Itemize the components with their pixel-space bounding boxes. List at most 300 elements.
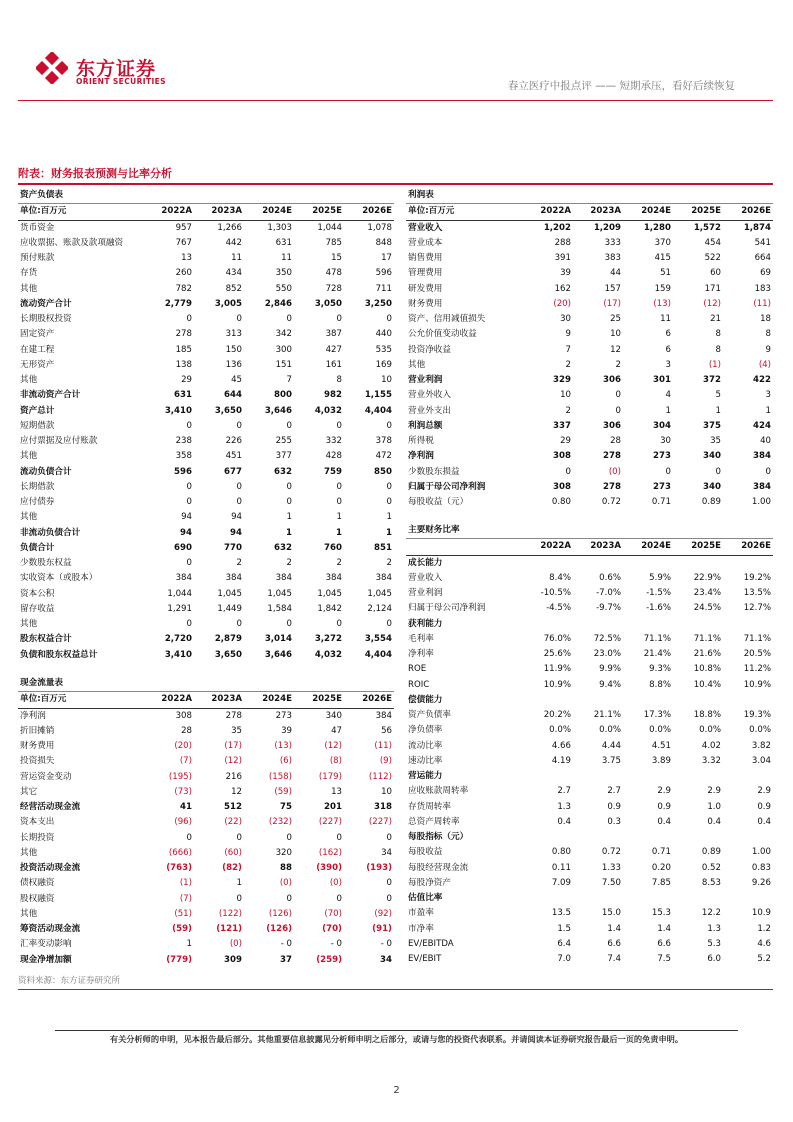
row-value: 0	[286, 619, 292, 629]
row-value: 3,272	[314, 634, 342, 645]
row-label: 流动负债合计	[20, 466, 72, 477]
row-value: 384	[225, 573, 242, 584]
row-value: 6.6	[657, 938, 671, 949]
row-value: 278	[225, 710, 242, 721]
row-value: 2.9	[757, 786, 771, 797]
row-label: 其他	[20, 847, 38, 858]
row-value: 4,404	[364, 649, 392, 660]
table-row	[18, 922, 394, 937]
table-row	[406, 495, 773, 510]
row-label: 营业外支出	[408, 405, 451, 416]
table-row	[406, 922, 773, 937]
table-row	[18, 312, 394, 327]
row-value: 3.04	[751, 755, 771, 766]
row-value: 5.3	[707, 938, 721, 949]
row-value: 852	[225, 283, 242, 294]
row-value: 25.6%	[543, 649, 571, 659]
table-row	[18, 343, 394, 358]
row-value: 10	[610, 329, 621, 340]
row-label: 每股收益	[408, 847, 443, 858]
row-label: 其他	[20, 512, 38, 523]
page-header	[0, 0, 793, 100]
table-row	[18, 861, 394, 876]
row-value: 29	[181, 375, 192, 385]
row-value: 34	[380, 954, 392, 965]
row-value: 23.0%	[593, 649, 621, 659]
row-label: 非流动负债合计	[20, 527, 81, 538]
year-header: 2024E	[244, 692, 294, 708]
year-header: 2023A	[573, 204, 623, 220]
row-value: 1.4	[657, 923, 671, 934]
row-label: 市盈率	[408, 908, 434, 919]
row-value: 76.0%	[543, 633, 571, 644]
row-value: 162	[554, 283, 571, 294]
row-value: 34	[381, 847, 392, 858]
row-value: 13	[181, 253, 192, 263]
row-value: 2,846	[264, 298, 292, 309]
row-value: 4,032	[314, 405, 342, 416]
row-value: 9.4%	[599, 679, 621, 690]
row-value: 0	[386, 497, 392, 507]
row-value: (59)	[172, 924, 192, 934]
row-value: 0	[336, 314, 342, 324]
row-label: 存货	[20, 268, 38, 279]
row-value: 4.6	[757, 938, 771, 949]
section-title-row	[406, 188, 773, 204]
row-value: (8)	[329, 756, 342, 767]
row-value: (13)	[274, 741, 292, 751]
row-value: 0	[386, 420, 392, 431]
table-row	[406, 845, 773, 860]
row-value: 0.11	[551, 862, 571, 873]
row-value: 4.02	[701, 740, 721, 751]
row-value: 800	[274, 390, 292, 401]
year-header: 2026E	[344, 692, 394, 708]
row-value: 3,410	[164, 405, 192, 416]
row-value: 0.3	[607, 816, 621, 827]
year-header: 2025E	[294, 204, 344, 220]
row-value: 3	[765, 390, 771, 401]
row-value: 0.6%	[599, 572, 621, 583]
row-value: 596	[174, 466, 192, 477]
row-value: 21.4%	[643, 649, 671, 659]
row-label: 非流动资产合计	[20, 390, 81, 401]
row-label: 其他	[20, 619, 38, 629]
row-value: 11	[231, 253, 242, 263]
row-value: 320	[275, 847, 292, 858]
row-value: 6.6	[607, 938, 621, 949]
table-row	[406, 327, 773, 342]
row-value: 1	[286, 512, 292, 523]
table-row	[18, 388, 394, 403]
row-value: (0)	[608, 466, 621, 477]
row-label: 财务费用	[20, 741, 55, 751]
row-label: 负债和股东权益总计	[20, 649, 98, 660]
row-value: 1.5	[557, 923, 571, 934]
header-row	[18, 204, 394, 220]
row-value: 8	[336, 375, 342, 385]
row-value: (227)	[318, 817, 342, 828]
row-label: 研发费用	[408, 283, 443, 294]
row-value: 0	[236, 497, 242, 507]
row-value: 3.32	[701, 755, 721, 766]
table-row	[406, 419, 773, 434]
row-value: 1,044	[167, 588, 192, 599]
row-label: 流动比率	[408, 740, 443, 751]
row-label: 毛利率	[408, 633, 434, 644]
row-value: 9.9%	[599, 664, 621, 675]
row-value: 770	[224, 542, 242, 553]
table-row	[18, 754, 394, 769]
row-value: 1	[386, 512, 392, 523]
row-label: 留存收益	[20, 603, 55, 614]
row-value: 15.3	[651, 908, 671, 919]
table-row	[406, 434, 773, 449]
row-value: 22.9%	[693, 572, 721, 583]
section-title-row	[18, 188, 394, 204]
year-header: 2024E	[623, 539, 673, 555]
row-value: 304	[653, 420, 671, 431]
unit-label: 单位:百万元	[406, 204, 523, 220]
header-row	[406, 204, 773, 220]
row-value: 0	[236, 893, 242, 904]
row-value: 10.9%	[543, 679, 571, 690]
row-value: 1	[386, 527, 392, 538]
row-value: 0	[236, 832, 242, 843]
row-value: 1,291	[167, 603, 192, 614]
row-value: 15	[331, 253, 342, 263]
row-value: (82)	[222, 863, 242, 873]
row-value: 1,045	[317, 588, 342, 599]
year-header: 2025E	[673, 539, 723, 555]
row-label: 营业收入	[408, 222, 443, 233]
row-value: 35	[710, 436, 721, 446]
row-value: 1,303	[267, 222, 292, 233]
table-row	[18, 708, 394, 724]
row-value: 0.52	[701, 862, 721, 873]
appendix-divider	[18, 183, 773, 185]
row-value: (158)	[268, 771, 292, 782]
row-value: 3.89	[651, 755, 671, 766]
row-value: 442	[225, 237, 242, 248]
row-value: 7.4	[607, 954, 621, 964]
table-row	[406, 373, 773, 388]
row-value: 17	[381, 253, 392, 263]
cash-flow-table	[18, 676, 394, 968]
row-value: 308	[553, 451, 571, 462]
table-row	[406, 754, 773, 769]
row-value: 378	[375, 436, 392, 446]
row-value: (0)	[329, 878, 342, 889]
row-value: (60)	[224, 847, 242, 858]
row-value: (11)	[374, 741, 392, 751]
row-value: (51)	[174, 908, 192, 919]
row-value: 387	[325, 329, 342, 340]
row-value: (7)	[179, 893, 192, 904]
row-value: 0	[286, 497, 292, 507]
row-value: 2	[565, 359, 571, 370]
row-value: 10	[381, 786, 392, 797]
row-value: 1.2	[757, 923, 771, 934]
row-value: (17)	[603, 298, 621, 309]
row-label: 其他	[408, 359, 426, 370]
row-label: ROE	[408, 664, 427, 675]
row-value: (121)	[216, 924, 242, 934]
row-value: 40	[760, 436, 771, 446]
row-label: 营业利润	[408, 375, 443, 385]
row-value: 0.83	[751, 862, 771, 873]
row-value: 0	[336, 832, 342, 843]
row-value: - 0	[330, 939, 342, 950]
row-value: 3,410	[164, 649, 192, 660]
row-value: 1.33	[601, 862, 621, 873]
row-value: 5	[715, 390, 721, 401]
row-value: 522	[704, 253, 721, 263]
section-title-row	[18, 676, 394, 692]
row-value: (763)	[166, 863, 192, 873]
row-value: 12.2	[701, 908, 721, 919]
row-value: 39	[281, 725, 292, 736]
row-value: 0	[336, 619, 342, 629]
year-header: 2026E	[723, 539, 773, 555]
table-row	[18, 510, 394, 525]
cash-flow-panel	[18, 676, 394, 968]
row-value: 0	[286, 314, 292, 324]
row-value: 1,572	[693, 222, 721, 233]
disclaimer-divider	[55, 1030, 738, 1031]
unit-label: 单位:百万元	[18, 692, 144, 708]
row-value: 150	[225, 344, 242, 355]
row-value: 422	[753, 375, 771, 385]
row-value: 7	[565, 344, 571, 355]
row-value: 0	[386, 314, 392, 324]
row-value: 2.9	[657, 786, 671, 797]
row-label: 应付票据及应付账款	[20, 436, 98, 446]
row-label: 归属于母公司净利润	[408, 603, 486, 614]
row-value: 13.5%	[743, 588, 771, 598]
row-value: 138	[175, 359, 192, 370]
row-value: 72.5%	[593, 633, 621, 644]
row-label: 存货周转率	[408, 801, 451, 812]
row-value: 850	[374, 466, 392, 477]
year-header: 2026E	[723, 204, 773, 220]
row-label: 实收资本（或股本）	[20, 573, 98, 584]
row-value: (11)	[753, 298, 771, 309]
row-label: 经营活动现金流	[20, 802, 81, 812]
year-header: 2022A	[523, 539, 573, 555]
table-row	[406, 251, 773, 266]
row-label: 利润总额	[408, 420, 443, 431]
year-header: 2025E	[294, 692, 344, 708]
row-value: 7.50	[601, 877, 621, 888]
row-value: 8	[765, 329, 771, 340]
row-value: 427	[325, 344, 342, 355]
row-value: 4.44	[601, 740, 621, 751]
table-row	[406, 449, 773, 464]
row-label: 其他	[20, 375, 38, 385]
row-value: 0.71	[651, 497, 671, 507]
row-value: (73)	[174, 786, 192, 797]
row-value: 4,032	[314, 649, 342, 660]
row-label: 营业外收入	[408, 390, 451, 401]
row-value: (70)	[324, 908, 342, 919]
table-row	[18, 602, 394, 617]
row-label: 资本支出	[20, 817, 55, 828]
row-value: 278	[603, 451, 621, 462]
table-row	[406, 404, 773, 419]
row-value: 94	[180, 527, 192, 538]
row-value: 6.0	[707, 954, 721, 964]
row-label: 营业收入	[408, 572, 443, 583]
row-value: (1)	[179, 878, 192, 889]
row-value: 3,554	[364, 634, 392, 645]
row-value: (259)	[316, 954, 342, 965]
row-value: 11.2%	[743, 664, 771, 675]
table-row	[18, 770, 394, 785]
row-value: (96)	[174, 817, 192, 828]
row-value: 677	[224, 466, 242, 477]
row-label: 净利润	[20, 710, 46, 721]
row-value: 0.4	[757, 816, 771, 827]
row-value: 2	[565, 405, 571, 416]
row-value: 3,650	[214, 649, 242, 660]
row-value: 8.8%	[649, 679, 671, 690]
table-row	[406, 312, 773, 327]
company-logo	[36, 52, 176, 92]
row-label: 负债合计	[20, 542, 55, 553]
row-label: 所得税	[408, 436, 434, 446]
row-value: 10	[560, 390, 571, 401]
row-value: 711	[375, 283, 392, 294]
row-label: 速动比率	[408, 755, 443, 766]
row-label: 每股经营现金流	[408, 862, 469, 873]
section-title-row	[406, 523, 773, 539]
row-value: 3,646	[264, 405, 292, 416]
row-label: 营业成本	[408, 237, 443, 248]
row-label: 其他	[20, 283, 38, 294]
row-value: 255	[275, 436, 292, 446]
row-value: (227)	[368, 817, 392, 828]
table-row	[18, 465, 394, 480]
row-value: 11.9%	[543, 664, 571, 675]
row-label: 营运资金变动	[20, 771, 72, 782]
table-row	[18, 495, 394, 510]
table-row	[18, 404, 394, 419]
row-value: 759	[324, 466, 342, 477]
group-label: 每股指标（元）	[408, 832, 469, 842]
row-label: EV/EBITDA	[408, 938, 454, 949]
row-value: 71.1%	[743, 633, 771, 644]
row-value: 541	[754, 237, 771, 248]
row-value: 1.00	[751, 497, 771, 507]
row-value: 9	[565, 329, 571, 340]
year-header: 2024E	[623, 204, 673, 220]
row-value: (666)	[168, 847, 192, 858]
table-row	[18, 785, 394, 800]
row-value: 5.2	[757, 954, 771, 964]
row-value: 0.80	[551, 497, 571, 507]
row-value: 384	[275, 573, 292, 584]
row-value: 28	[610, 436, 621, 446]
row-value: 273	[653, 451, 671, 462]
row-value: (126)	[268, 908, 292, 919]
row-label: 应收票据、账款及款项融资	[20, 237, 124, 248]
row-value: (92)	[374, 908, 392, 919]
row-label: 归属于母公司净利润	[408, 481, 486, 492]
group-title-row	[406, 617, 773, 632]
table-row	[18, 480, 394, 495]
row-value: 0	[336, 481, 342, 492]
row-value: 3,050	[314, 298, 342, 309]
table-row	[18, 282, 394, 297]
row-value: 161	[325, 359, 342, 370]
table-row	[406, 662, 773, 677]
row-value: 185	[175, 344, 192, 355]
row-value: 0.9	[757, 801, 771, 812]
row-value: 273	[275, 710, 292, 721]
row-value: 0	[236, 314, 242, 324]
row-value: 0.20	[651, 862, 671, 873]
row-value: 982	[324, 390, 342, 401]
row-value: 6.4	[557, 938, 571, 949]
row-value: 75	[280, 802, 292, 812]
row-value: 136	[225, 359, 242, 370]
table-row	[406, 388, 773, 403]
row-value: 1,044	[317, 222, 342, 233]
table-row	[18, 846, 394, 861]
row-value: (7)	[179, 756, 192, 767]
row-value: 29	[560, 436, 571, 446]
row-value: 24.5%	[693, 603, 721, 614]
row-value: (112)	[368, 771, 392, 782]
row-value: 0	[186, 832, 192, 843]
row-value: 6	[665, 344, 671, 355]
table-row	[406, 861, 773, 876]
section-title: 主要财务比率	[406, 523, 773, 539]
row-value: 0	[236, 619, 242, 629]
row-label: 货币资金	[20, 222, 55, 233]
row-value: 201	[324, 802, 342, 812]
row-value: 301	[653, 375, 671, 385]
row-value: 7	[286, 375, 292, 385]
table-row	[406, 708, 773, 723]
table-row	[18, 937, 394, 952]
row-label: 公允价值变动收益	[408, 329, 477, 340]
row-value: 372	[703, 375, 721, 385]
row-value: 0.4	[557, 816, 571, 827]
row-value: 278	[603, 481, 621, 492]
header-divider	[18, 100, 773, 101]
row-value: 454	[704, 237, 721, 248]
row-label: 财务费用	[408, 298, 443, 309]
row-value: 11	[660, 314, 671, 324]
income-statement-table	[406, 188, 773, 510]
row-value: 0.4	[707, 816, 721, 827]
row-value: 337	[553, 420, 571, 431]
row-value: 384	[753, 451, 771, 462]
row-value: 0.0%	[599, 725, 621, 736]
row-label: 投资损失	[20, 756, 55, 767]
row-value: 0	[186, 420, 192, 431]
row-value: 1	[186, 939, 192, 950]
row-label: 在建工程	[20, 344, 55, 355]
appendix-title: 附表：财务报表预测与比率分析	[18, 167, 172, 180]
row-value: 9.3%	[649, 664, 671, 675]
row-value: 8.53	[701, 877, 721, 888]
row-value: 273	[653, 481, 671, 492]
row-label: 少数股东损益	[408, 466, 460, 477]
row-value: 94	[231, 512, 242, 523]
